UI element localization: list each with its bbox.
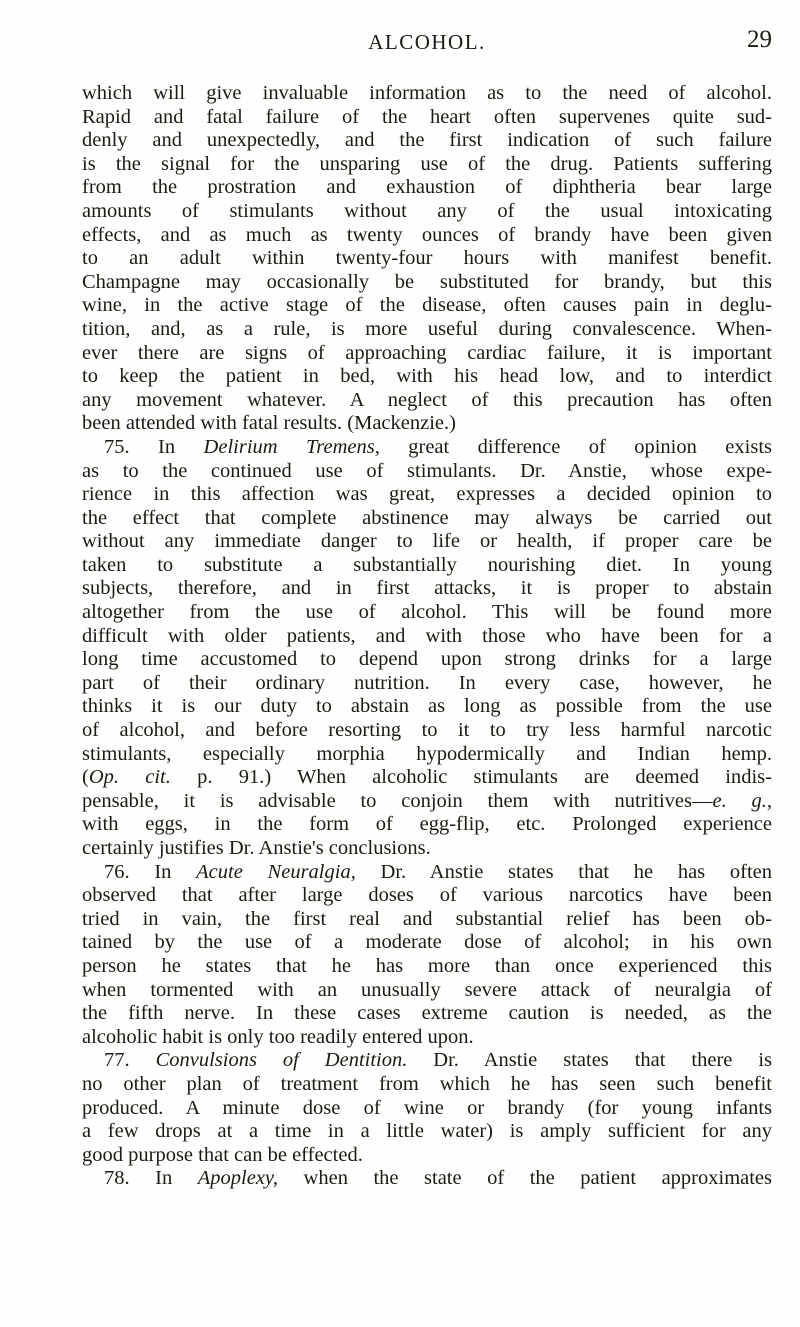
text-line: no other plan of treatment from which he has seen such benefit	[82, 1072, 772, 1095]
text-run: Dr. Anstie states that there is	[407, 1049, 773, 1072]
running-head-title: ALCOHOL.	[368, 30, 486, 54]
text-line: produced. A minute dose of wine or brandy (for young infants	[82, 1096, 772, 1119]
text-line: Champagne may occasionally be substituted for brandy, but this	[82, 270, 772, 293]
abbreviation: e. g.,	[712, 789, 772, 812]
section-77-heading-line	[82, 1049, 772, 1073]
text-line: from the prostration and exhaustion of diphtheria bear large	[82, 176, 772, 199]
section-topic: Convulsions of Dentition.	[155, 1049, 408, 1072]
text-line: difficult with older patients, and with those who have been for a	[82, 624, 772, 647]
text-run: when the state of the patient approximates	[278, 1167, 773, 1190]
citation: Op. cit.	[88, 766, 171, 789]
text-line: tition, and, as a rule, is more useful during convalescence. When-	[82, 317, 772, 340]
section-number: 78. In	[104, 1167, 198, 1190]
section-topic: Acute Neuralgia,	[196, 860, 356, 883]
text-line: to keep the patient in bed, with his head low, and to interdict	[82, 365, 772, 388]
text-line: altogether from the use of alcohol. This will be found more	[82, 601, 772, 624]
text-line: been attended with fatal results. (Mackenzie.)	[82, 412, 456, 435]
text-line: any movement whatever. A neglect of this precaution has often	[82, 388, 772, 411]
text-line: as to the continued use of stimulants. Dr. Anstie, whose expe-	[82, 459, 772, 482]
section-topic: Apoplexy,	[197, 1167, 279, 1190]
text-line: the fifth nerve. In these cases extreme caution is needed, as the	[82, 1002, 772, 1025]
text-line: to an adult within twenty-four hours with manifest benefit.	[82, 247, 772, 270]
text-line: wine, in the active stage of the disease, often causes pain in deglu-	[82, 294, 772, 317]
text-line: observed that after large doses of various narcotics have been	[82, 884, 772, 907]
section-number: 77.	[104, 1049, 156, 1072]
text-line: without any immediate danger to life or health, if proper care be	[82, 530, 772, 553]
text-line: the effect that complete abstinence may always be carried out	[82, 506, 772, 529]
section-75-heading-line	[82, 436, 772, 460]
citation-line	[82, 766, 772, 790]
text-line: of alcohol, and before resorting to it to try less harmful narcotic	[82, 719, 772, 742]
section-78-heading-line	[82, 1167, 772, 1191]
text-run: great difference of opinion exists	[379, 435, 772, 458]
text-line: rience in this affection was great, expresses a decided opinion to	[82, 483, 772, 506]
section-topic: Delirium Tremens,	[203, 435, 380, 458]
text-line: stimulants, especially morphia hypodermically and Indian hemp.	[82, 742, 772, 765]
text-run: pensable, it is advisable to conjoin them with nutritives—	[82, 789, 713, 812]
text-line: tained by the use of a moderate dose of alcohol; in his own	[82, 931, 772, 954]
text-line: ever there are signs of approaching cardiac failure, it is important	[82, 341, 772, 364]
text-line: with eggs, in the form of egg-flip, etc. Prolonged experience	[82, 813, 772, 836]
section-number: 75. In	[104, 435, 204, 458]
text-run: p. 91.) When alcoholic stimulants are deemed indis-	[170, 766, 772, 789]
section-number: 76. In	[104, 860, 197, 883]
text-line: long time accustomed to depend upon strong drinks for a large	[82, 648, 772, 671]
text-line: is the signal for the unsparing use of the drug. Patients suffering	[82, 152, 772, 175]
text-line: thinks it is our duty to abstain as long as possible from the use	[82, 695, 772, 718]
text-line: which will give invaluable information as to the need of alcohol.	[82, 82, 772, 104]
text-line: taken to substitute a substantially nourishing diet. In young	[82, 553, 772, 576]
section-76-heading-line	[82, 861, 772, 885]
text-line: subjects, therefore, and in first attacks, it is proper to abstain	[82, 577, 772, 600]
text-run: (	[82, 766, 89, 789]
text-line: when tormented with an unusually severe attack of neuralgia of	[82, 978, 772, 1001]
page-number: 29	[747, 26, 772, 53]
text-line: amounts of stimulants without any of the usual intoxicating	[82, 199, 772, 222]
text-line	[82, 790, 772, 814]
text-line: denly and unexpectedly, and the first indication of such failure	[82, 129, 772, 152]
text-line: person he states that he has more than once experienced this	[82, 954, 772, 977]
running-head	[82, 22, 772, 56]
text-line: a few drops at a time in a little water) is amply sufficient for any	[82, 1120, 772, 1143]
body-text	[82, 82, 772, 1191]
text-line: good purpose that can be effected.	[82, 1143, 363, 1166]
text-line: tried in vain, the first real and substantial relief has been ob-	[82, 907, 772, 930]
text-line: effects, and as much as twenty ounces of brandy have been given	[82, 223, 772, 246]
text-line: alcoholic habit is only too readily entered upon.	[82, 1025, 474, 1048]
text-line: certainly justifies Dr. Anstie's conclusions.	[82, 837, 431, 859]
text-line: Rapid and fatal failure of the heart often supervenes quite sud-	[82, 105, 772, 128]
text-run: Dr. Anstie states that he has often	[355, 860, 773, 883]
text-line: part of their ordinary nutrition. In every case, however, he	[82, 671, 772, 694]
